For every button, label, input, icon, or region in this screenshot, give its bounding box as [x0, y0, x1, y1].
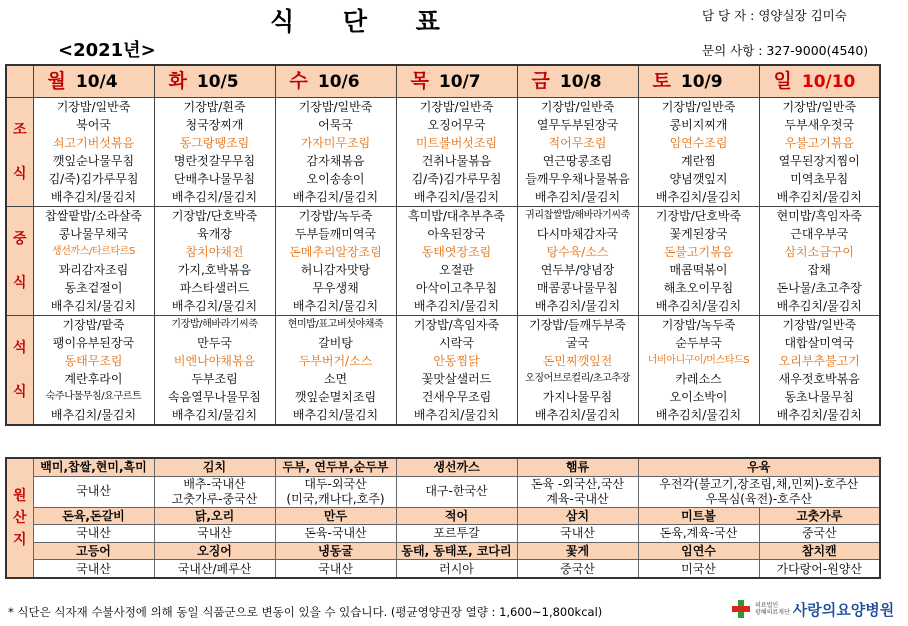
- menu-item: 연두부/양념장: [517, 261, 638, 279]
- origin-value: 우전각(불고기,장조림,채,민찌)-호주산 우목심(육전)-호주산: [638, 476, 880, 507]
- menu-item: 속음열무나물무침: [154, 388, 275, 406]
- origin-value: 돈육,계육-국산: [638, 525, 759, 543]
- menu-item: 깻잎순멸치조림: [275, 388, 396, 406]
- origin-header: 적어: [396, 507, 517, 525]
- year-label: <2021년>: [58, 40, 156, 61]
- menu-item: 어묵국: [275, 116, 396, 134]
- menu-item: 배추김치/물김치: [33, 406, 154, 425]
- weekday-label: 일: [773, 70, 792, 92]
- menu-item: 대합살미역국: [759, 334, 880, 352]
- menu-item: 기장밥/단호박죽: [638, 207, 759, 226]
- origin-value: 중국산: [759, 525, 880, 543]
- origin-header: 꽃게: [517, 542, 638, 560]
- origin-header: 임연수: [638, 542, 759, 560]
- menu-item: 갈비탕: [275, 334, 396, 352]
- menu-item: 두부조림: [154, 370, 275, 388]
- menu-item: 시락국: [396, 334, 517, 352]
- menu-item: 비엔나야채볶음: [154, 352, 275, 370]
- menu-item: 두부새우젓국: [759, 116, 880, 134]
- menu-item: 카레소스: [638, 370, 759, 388]
- menu-item: 기장밥/흰죽: [154, 98, 275, 117]
- menu-item: 돈나물/초고추장: [759, 279, 880, 297]
- menu-item: 배추김치/물김치: [275, 188, 396, 207]
- menu-item: 돈메추리알장조림: [275, 243, 396, 261]
- origin-value: 중국산: [517, 560, 638, 578]
- origin-value: 국내산/페루산: [154, 560, 275, 578]
- menu-item: 기장밥/일반죽: [638, 98, 759, 117]
- menu-item: 탕수육/소스: [517, 243, 638, 261]
- menu-item: 아삭이고추무침: [396, 279, 517, 297]
- origin-value: 국내산: [154, 525, 275, 543]
- menu-item: 잡채: [759, 261, 880, 279]
- origin-header: 김치: [154, 458, 275, 476]
- menu-item: 동태무조림: [33, 352, 154, 370]
- menu-item: 배추김치/물김치: [275, 406, 396, 425]
- menu-item: 기장밥/녹두죽: [275, 207, 396, 226]
- menu-item: 양념깻잎지: [638, 170, 759, 188]
- origin-header: 오징어: [154, 542, 275, 560]
- menu-item: 콩비지찌개: [638, 116, 759, 134]
- origin-table: [5, 457, 881, 579]
- day-header: [517, 65, 638, 98]
- menu-item: 기장밥/일반죽: [396, 98, 517, 117]
- menu-item: 귀리찹쌀밥/해바라기씨죽: [517, 207, 638, 226]
- origin-value: 포르투갈: [396, 525, 517, 543]
- menu-item: 너비아니구이/머스타드S: [638, 352, 759, 370]
- menu-item: 소면: [275, 370, 396, 388]
- date-label: 10/8: [559, 72, 602, 92]
- menu-item: 동초겉절이: [33, 279, 154, 297]
- origin-value: 미국산: [638, 560, 759, 578]
- menu-item: 배추김치/물김치: [154, 406, 275, 425]
- hospital-name: 사랑의요양병원: [792, 600, 895, 619]
- menu-item: 오이소박이: [638, 388, 759, 406]
- date-label: 10/9: [680, 72, 723, 92]
- menu-item: 배추김치/물김치: [638, 188, 759, 207]
- hospital-logo: [730, 598, 894, 620]
- menu-item: 흑미밥/대추부추죽: [396, 207, 517, 226]
- menu-item: 허니감자맛탕: [275, 261, 396, 279]
- day-header: [638, 65, 759, 98]
- origin-value: 돈육 -외국산,국산 계육-국내산: [517, 476, 638, 507]
- menu-item: 배추김치/물김치: [396, 297, 517, 316]
- menu-item: 감자채볶음: [275, 152, 396, 170]
- origin-header: 동태, 동태포, 코다리: [396, 542, 517, 560]
- origin-value: 국내산: [275, 560, 396, 578]
- menu-item: 매콤떡볶이: [638, 261, 759, 279]
- menu-item: 계란후라이: [33, 370, 154, 388]
- menu-item: 단배추나물무침: [154, 170, 275, 188]
- origin-value: 국내산: [33, 560, 154, 578]
- weekday-label: 수: [289, 70, 308, 92]
- menu-item: 배추김치/물김치: [154, 188, 275, 207]
- manager-info: 담 당 자 : 영양실장 김미숙: [702, 8, 847, 23]
- menu-item: 삼치소금구이: [759, 243, 880, 261]
- menu-item: 적어무조림: [517, 134, 638, 152]
- menu-item: 배추김치/물김치: [154, 297, 275, 316]
- menu-item: 배추김치/물김치: [759, 406, 880, 425]
- menu-item: 파스타샐러드: [154, 279, 275, 297]
- origin-value: 배추-국내산 고춧가루-중국산: [154, 476, 275, 507]
- origin-header: 돈육,돈갈비: [33, 507, 154, 525]
- menu-item: 동그랑땡조림: [154, 134, 275, 152]
- origin-value: 대두-외국산 (미국,캐나다,호주): [275, 476, 396, 507]
- menu-item: 기장밥/일반죽: [517, 98, 638, 117]
- menu-item: 팽이유부된장국: [33, 334, 154, 352]
- origin-header: 냉동굴: [275, 542, 396, 560]
- menu-item: 배추김치/물김치: [396, 406, 517, 425]
- menu-item: 배추김치/물김치: [33, 188, 154, 207]
- menu-item: 연근땅콩조림: [517, 152, 638, 170]
- menu-item: 순두부국: [638, 334, 759, 352]
- menu-item: 배추김치/물김치: [517, 188, 638, 207]
- menu-item: 열무된장지찜이: [759, 152, 880, 170]
- menu-item: 현미밥/흑임자죽: [759, 207, 880, 226]
- weekday-label: 금: [531, 70, 550, 92]
- date-label: 10/10: [801, 72, 856, 92]
- menu-item: 현미밥/표고버섯야채죽: [275, 316, 396, 335]
- menu-item: 열무두부된장국: [517, 116, 638, 134]
- origin-header: 고춧가루: [759, 507, 880, 525]
- contact-info: 문의 사항 : 327-9000(4540): [702, 43, 869, 58]
- menu-item: 생선까스/타르타르S: [33, 243, 154, 261]
- menu-item: 근대우부국: [759, 225, 880, 243]
- menu-item: 기장밥/일반죽: [33, 98, 154, 117]
- menu-item: 건취나물볶음: [396, 152, 517, 170]
- footer-note: * 식단은 식자재 수불사정에 의해 동일 식품군으로 변동이 있을 수 있습니다. (평균영양권장 열량 : 1,600~1,800kcal): [8, 605, 603, 619]
- menu-item: 청국장찌개: [154, 116, 275, 134]
- menu-item: 기장밥/단호박죽: [154, 207, 275, 226]
- origin-header: 만두: [275, 507, 396, 525]
- menu-item: 만두국: [154, 334, 275, 352]
- menu-item: 기장밥/들깨두부죽: [517, 316, 638, 335]
- menu-item: 동태엿장조림: [396, 243, 517, 261]
- origin-header: 삼치: [517, 507, 638, 525]
- menu-item: 배추김치/물김치: [396, 188, 517, 207]
- menu-item: 꽃맛살샐러드: [396, 370, 517, 388]
- origin-label: 원 산 지: [6, 458, 33, 578]
- origin-value: 가다랑어-원양산: [759, 560, 880, 578]
- date-label: 10/5: [196, 72, 239, 92]
- menu-item: 배추김치/물김치: [638, 297, 759, 316]
- menu-item: 기장밥/일반죽: [759, 98, 880, 117]
- meal-label: 석 식: [6, 316, 33, 426]
- menu-table: [5, 64, 881, 426]
- menu-item: 계란찜: [638, 152, 759, 170]
- menu-item: 두부버거/소스: [275, 352, 396, 370]
- origin-header: 햄류: [517, 458, 638, 476]
- menu-item: 건새우무조림: [396, 388, 517, 406]
- menu-item: 명란젓갈무무침: [154, 152, 275, 170]
- menu-item: 꽃게된장국: [638, 225, 759, 243]
- menu-item: 숙주나물무침/요구르트: [33, 388, 154, 406]
- menu-item: 오절판: [396, 261, 517, 279]
- menu-item: 우불고기볶음: [759, 134, 880, 152]
- menu-item: 새우젓호박볶음: [759, 370, 880, 388]
- menu-item: 육개장: [154, 225, 275, 243]
- menu-item: 쇠고기버섯볶음: [33, 134, 154, 152]
- menu-item: 가자미무조림: [275, 134, 396, 152]
- menu-item: 배추김치/물김치: [33, 297, 154, 316]
- menu-item: 아욱된장국: [396, 225, 517, 243]
- origin-header: 미트볼: [638, 507, 759, 525]
- menu-item: 매콤콩나물무침: [517, 279, 638, 297]
- menu-item: 가지,호박볶음: [154, 261, 275, 279]
- page-title: 식 단 표: [270, 7, 460, 36]
- menu-item: 미역초무침: [759, 170, 880, 188]
- origin-value: 국내산: [517, 525, 638, 543]
- origin-value: 러시아: [396, 560, 517, 578]
- menu-item: 기장밥/녹두죽: [638, 316, 759, 335]
- origin-header: 고등어: [33, 542, 154, 560]
- origin-header: 백미,찹쌀,현미,흑미: [33, 458, 154, 476]
- menu-item: 임연수조림: [638, 134, 759, 152]
- menu-item: 돈민찌깻잎전: [517, 352, 638, 370]
- menu-item: 오징어브로컬리/초고추장: [517, 370, 638, 388]
- menu-item: 돈불고기볶음: [638, 243, 759, 261]
- menu-item: 굴국: [517, 334, 638, 352]
- cross-logo-icon: [730, 598, 752, 620]
- meal-label: 조 식: [6, 98, 33, 207]
- day-header: [154, 65, 275, 98]
- header-corner: [6, 65, 33, 98]
- origin-value: 국내산: [33, 476, 154, 507]
- menu-item: 무우생채: [275, 279, 396, 297]
- date-label: 10/7: [438, 72, 481, 92]
- menu-item: 찹쌀팥밥/소라살죽: [33, 207, 154, 226]
- origin-header: 두부, 연두부,순두부: [275, 458, 396, 476]
- date-label: 10/4: [75, 72, 118, 92]
- weekday-label: 월: [47, 70, 66, 92]
- origin-value: 국내산: [33, 525, 154, 543]
- menu-item: 안동찜닭: [396, 352, 517, 370]
- origin-value: 돈육-국내산: [275, 525, 396, 543]
- menu-item: 기장밥/일반죽: [759, 316, 880, 335]
- weekday-label: 토: [652, 70, 671, 92]
- menu-item: 배추김치/물김치: [759, 188, 880, 207]
- menu-item: 오징어무국: [396, 116, 517, 134]
- menu-item: 북어국: [33, 116, 154, 134]
- menu-item: 김/죽)김가루무침: [396, 170, 517, 188]
- day-header: [33, 65, 154, 98]
- origin-header: 참치캔: [759, 542, 880, 560]
- menu-item: 두부들깨미역국: [275, 225, 396, 243]
- menu-item: 가지나물무침: [517, 388, 638, 406]
- menu-item: 기장밥/팥죽: [33, 316, 154, 335]
- menu-item: 들깨무우채나물볶음: [517, 170, 638, 188]
- menu-item: 동초나물무침: [759, 388, 880, 406]
- menu-item: 배추김치/물김치: [517, 406, 638, 425]
- day-header: [275, 65, 396, 98]
- menu-item: 미트볼버섯조림: [396, 134, 517, 152]
- menu-item: 오리부추불고기: [759, 352, 880, 370]
- menu-item: 다시마채감자국: [517, 225, 638, 243]
- day-header: [396, 65, 517, 98]
- origin-header: 우육: [638, 458, 880, 476]
- menu-item: 깻잎순나물무침: [33, 152, 154, 170]
- menu-item: 기장밥/해바라기씨죽: [154, 316, 275, 335]
- menu-item: 해초오이무침: [638, 279, 759, 297]
- menu-item: 기장밥/일반죽: [275, 98, 396, 117]
- menu-item: 기장밥/흑임자죽: [396, 316, 517, 335]
- menu-item: 배추김치/물김치: [517, 297, 638, 316]
- weekday-label: 화: [168, 70, 187, 92]
- menu-item: 참치야채전: [154, 243, 275, 261]
- menu-item: 배추김치/물김치: [759, 297, 880, 316]
- menu-item: 배추김치/물김치: [275, 297, 396, 316]
- date-label: 10/6: [317, 72, 360, 92]
- weekday-label: 목: [410, 70, 429, 92]
- menu-item: 콩나물무채국: [33, 225, 154, 243]
- day-header: [759, 65, 880, 98]
- meal-label: 중 식: [6, 207, 33, 316]
- menu-item: 꽈리감자조림: [33, 261, 154, 279]
- origin-value: 대구-한국산: [396, 476, 517, 507]
- origin-header: 닭,오리: [154, 507, 275, 525]
- menu-item: 오이송송이: [275, 170, 396, 188]
- menu-item: 배추김치/물김치: [638, 406, 759, 425]
- origin-header: 생선까스: [396, 458, 517, 476]
- menu-item: 김/죽)김가루무침: [33, 170, 154, 188]
- logo-subtitle: 의료법인 광혜의료재단: [755, 602, 790, 616]
